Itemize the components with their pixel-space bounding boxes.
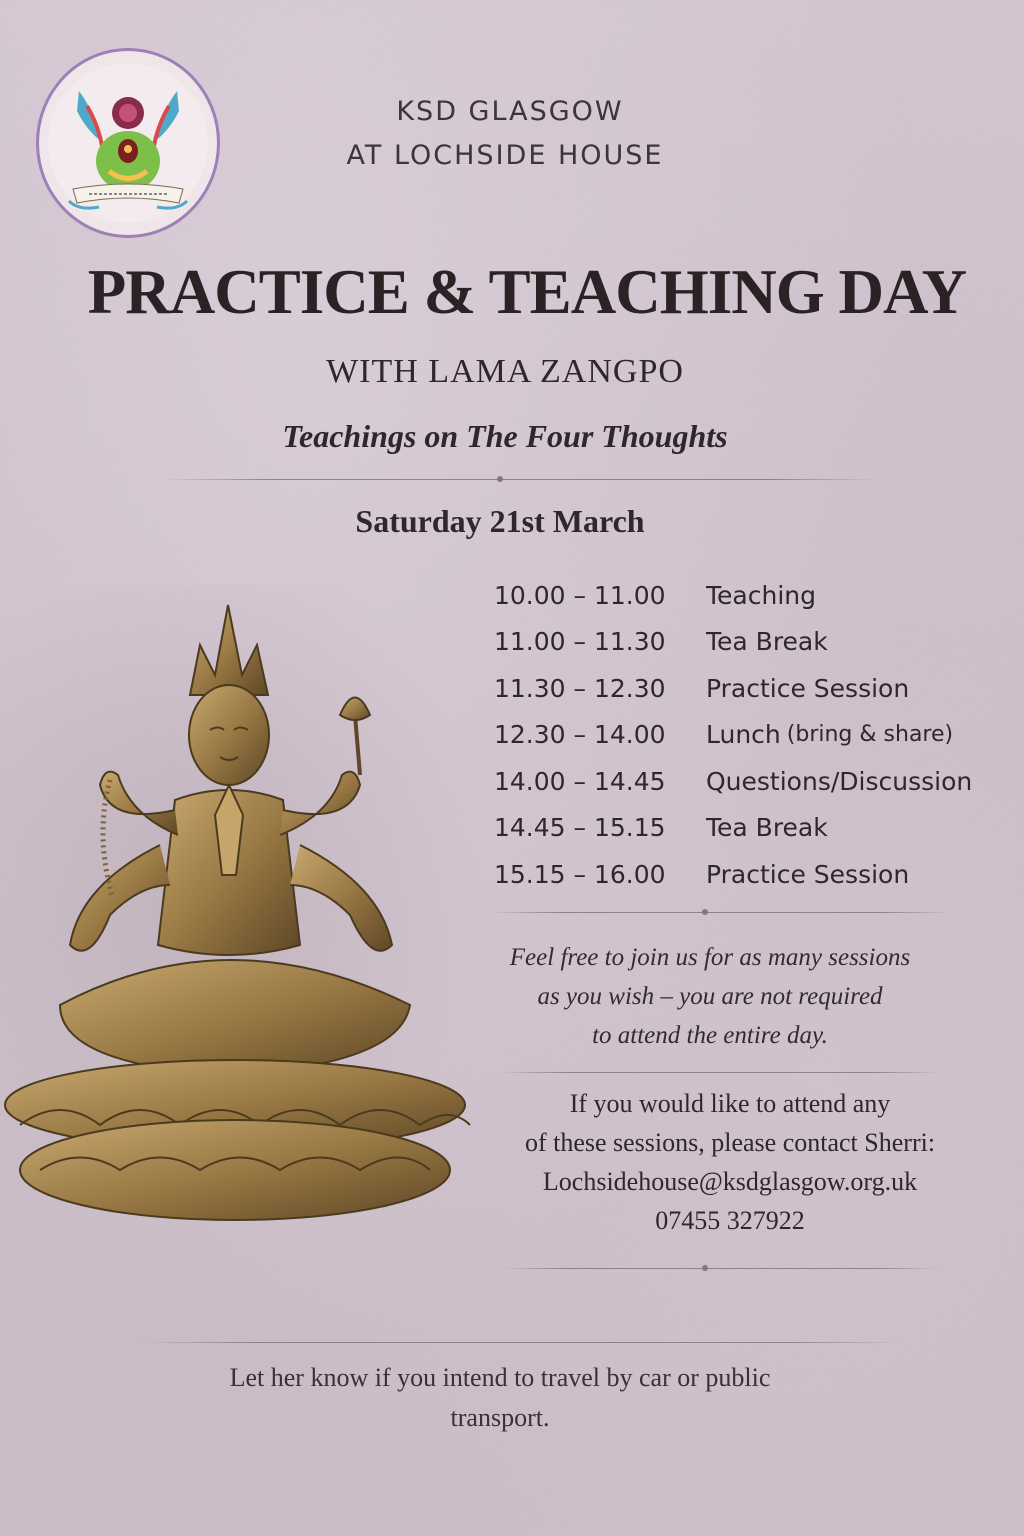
schedule-list: [494, 572, 1014, 898]
schedule-time: 11.30 – 12.30: [494, 673, 666, 703]
note-line: as you wish – you are not required: [537, 983, 883, 1010]
schedule-activity: Tea Break: [706, 627, 828, 657]
schedule-row: [494, 665, 1014, 712]
travel-note-line: transport.: [450, 1403, 550, 1432]
event-title: PRACTICE & TEACHING DAY: [87, 257, 967, 327]
contact-line: If you would like to attend any: [569, 1089, 891, 1118]
divider: [500, 1072, 940, 1073]
org-name: KSD GLASGOW: [396, 96, 624, 127]
travel-note-line: Let her know if you intend to travel by car or public: [229, 1363, 771, 1392]
travel-note: [110, 1358, 890, 1438]
attendance-note: [430, 938, 990, 1055]
contact-line: of these sessions, please contact Sherri:: [524, 1128, 936, 1157]
event-date: Saturday 21st March: [355, 503, 645, 539]
schedule-time: 15.15 – 16.00: [494, 859, 666, 889]
divider-ornament: [702, 1265, 708, 1271]
divider: [490, 912, 950, 913]
contact-email[interactable]: Lochsidehouse@ksdglasgow.org.uk: [542, 1167, 918, 1196]
note-line: to attend the entire day.: [592, 1022, 828, 1049]
contact-block: [470, 1084, 990, 1240]
bodhisattva-statue-icon: [0, 585, 480, 1235]
schedule-activity: Questions/Discussion: [706, 766, 973, 796]
contact-phone[interactable]: 07455 327922: [655, 1206, 805, 1235]
schedule-time: 14.45 – 15.15: [494, 813, 666, 843]
schedule-time: 10.00 – 11.00: [494, 580, 666, 610]
schedule-row: [494, 619, 1014, 666]
schedule-row: [494, 805, 1014, 852]
schedule-row: [494, 712, 1014, 759]
event-subtitle: WITH LAMA ZANGPO: [326, 353, 684, 390]
schedule-activity: Practice Session: [706, 859, 910, 889]
schedule-time: 11.00 – 11.30: [494, 627, 666, 657]
divider-ornament: [497, 476, 503, 482]
schedule-row: [494, 758, 1014, 805]
schedule-row: [494, 572, 1014, 619]
divider: [140, 1342, 900, 1343]
divider: [160, 479, 880, 480]
schedule-activity: Teaching: [706, 580, 816, 610]
ksd-emblem-icon: [36, 48, 220, 238]
schedule-row: [494, 851, 1014, 898]
schedule-time: 12.30 – 14.00: [494, 720, 666, 750]
schedule-activity: Lunch: [706, 720, 781, 750]
event-topic: Teachings on The Four Thoughts: [282, 418, 728, 454]
schedule-activity: Tea Break: [706, 813, 828, 843]
note-line: Feel free to join us for as many sessions: [509, 944, 911, 971]
schedule-time: 14.00 – 14.45: [494, 766, 666, 796]
schedule-activity: Practice Session: [706, 673, 910, 703]
schedule-note: (bring & share): [786, 722, 954, 748]
divider: [500, 1268, 940, 1269]
divider-ornament: [702, 909, 708, 915]
org-location: AT LOCHSIDE HOUSE: [346, 140, 664, 171]
